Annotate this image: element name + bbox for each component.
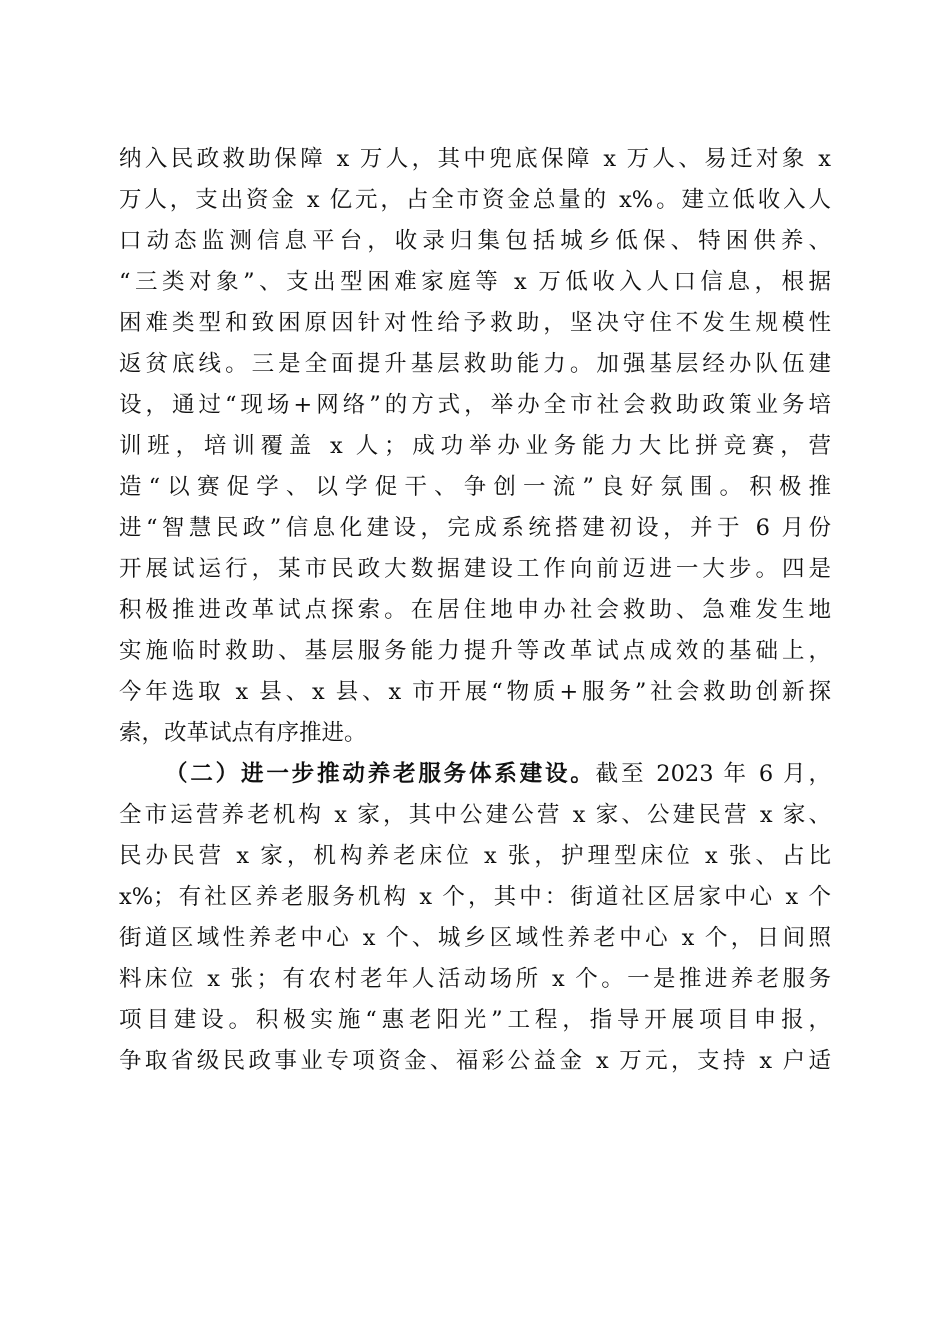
paragraph-line: 料床位 x 张；有农村老年人活动场所 x 个。一是推进养老服务 [119, 966, 831, 992]
paragraph-line: 开展试运行，某市民政大数据建设工作向前迈进一大步。四是 [119, 556, 831, 582]
paragraph-line: 设，通过“现场+网络”的方式，举办全市社会救助政策业务培 [119, 392, 831, 418]
paragraph-line: 进“智慧民政”信息化建设，完成系统搭建初设，并于 6 月份 [119, 515, 831, 541]
paragraph-line: 索，改革试点有序推进。 [119, 720, 367, 746]
paragraph-line: 返贫底线。三是全面提升基层救助能力。加强基层经办队伍建 [119, 351, 831, 377]
paragraph-line: 积极推进改革试点探索。在居住地申办社会救助、急难发生地 [119, 597, 831, 623]
paragraph-line: 训班，培训覆盖 x 人；成功举办业务能力大比拼竞赛，营 [119, 433, 831, 459]
paragraph-line: 口动态监测信息平台，收录归集包括城乡低保、特困供养、 [119, 228, 831, 254]
section-heading-line [119, 754, 831, 795]
paragraph-line: x%；有社区养老服务机构 x 个，其中：街道社区居家中心 x 个 [119, 884, 831, 910]
paragraph-line: 今年选取 x 县、x 县、x 市开展“物质+服务”社会救助创新探 [119, 679, 831, 705]
paragraph-line: 造“以赛促学、以学促干、争创一流”良好氛围。积极推 [119, 474, 831, 500]
paragraph-line: 项目建设。积极实施“惠老阳光”工程，指导开展项目申报， [119, 1007, 831, 1033]
paragraph-line: 争取省级民政事业专项资金、福彩公益金 x 万元，支持 x 户适 [119, 1048, 831, 1074]
paragraph-line: 全市运营养老机构 x 家，其中公建公营 x 家、公建民营 x 家、 [119, 802, 831, 828]
paragraph-line: 困难类型和致困原因针对性给予救助，坚决守住不发生规模性 [119, 310, 831, 336]
paragraph-line: 纳入民政救助保障 x 万人，其中兜底保障 x 万人、易迁对象 x [119, 146, 831, 172]
paragraph-line: 万人，支出资金 x 亿元，占全市资金总量的 x%。建立低收入人 [119, 187, 831, 213]
paragraph-line: “三类对象”、支出型困难家庭等 x 万低收入人口信息，根据 [119, 269, 831, 295]
section-heading: （二）进一步推动养老服务体系建设。 [165, 761, 596, 787]
section-heading-rest: 截至 2023 年 6 月， [595, 761, 831, 787]
paragraph-2 [119, 754, 831, 1082]
paragraph-line: 街道区域性养老中心 x 个、城乡区域性养老中心 x 个，日间照 [119, 925, 831, 951]
paragraph-line: 民办民营 x 家，机构养老床位 x 张，护理型床位 x 张、占比 [119, 843, 831, 869]
paragraph-1 [119, 139, 831, 754]
paragraph-line: 实施临时救助、基层服务能力提升等改革试点成效的基础上， [119, 638, 831, 664]
